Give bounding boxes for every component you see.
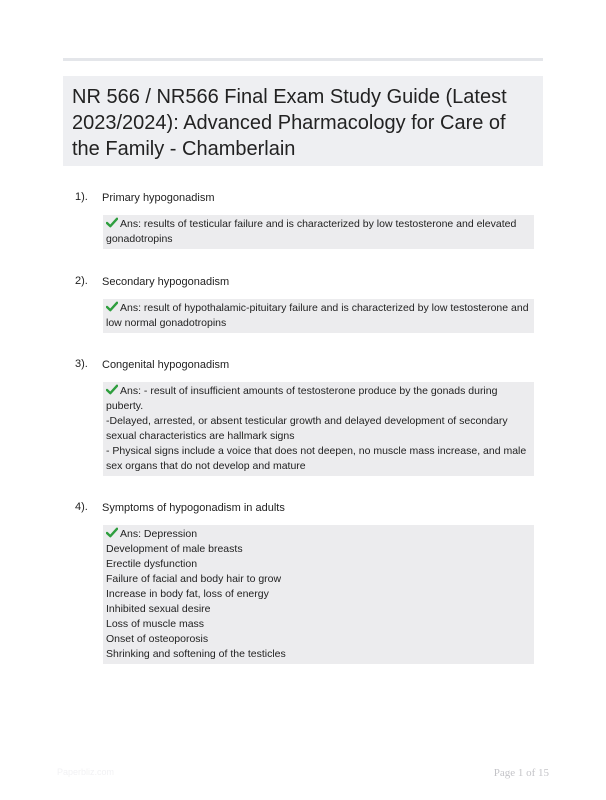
answer-line: Ans: - result of insufficient amounts of testosterone produce by the gonads during puberty. [106,385,498,412]
answer-line: Increase in body fat, loss of energy [106,588,269,600]
answer-line: Shrinking and softening of the testicles [106,648,286,660]
page-indicator: Page 1 of 15 [493,767,549,779]
check-icon [106,384,118,395]
check-icon [106,217,118,228]
answer-line: Inhibited sexual desire [106,603,211,615]
answer-box [103,525,534,664]
answer-line: Ans: results of testicular failure and is characterized by low testosterone and elevated gonadotropins [106,218,517,245]
answer-line: Failure of facial and body hair to grow [106,573,282,585]
question-number: 2). [75,275,88,287]
question-number: 4). [75,501,88,513]
question-text: Primary hypogonadism [102,192,215,204]
question-text: Congenital hypogonadism [102,359,230,371]
check-icon [106,527,118,538]
answer-box [103,215,534,249]
check-icon [106,301,118,312]
answer-line: Onset of osteoporosis [106,633,209,645]
top-divider [63,58,543,61]
question-text: Secondary hypogonadism [102,276,230,288]
answer-line: Ans: result of hypothalamic-pituitary failure and is characterized by low testosterone and low normal gonadotropins [106,302,529,329]
question-number: 3). [75,358,88,370]
question-number: 1). [75,191,88,203]
question-text: Symptoms of hypogonadism in adults [102,502,285,514]
answer-line: Ans: Depression [106,527,530,542]
answer-line: Erectile dysfunction [106,558,198,570]
answer-line: Loss of muscle mass [106,618,205,630]
answer-line: Development of male breasts [106,543,243,555]
answer-line: -Delayed, arrested, or absent testicular growth and delayed development of secondary sexual characteristics are hallmark signs [106,415,508,442]
footer-watermark: Paperbliz.com [57,767,115,777]
title-banner [63,76,543,166]
answer-line: - Physical signs include a voice that does not deepen, no muscle mass increase, and male sex organs that do not develop and mature [106,445,527,472]
answer-box [103,299,534,333]
answer-box [103,382,534,476]
document-title: NR 566 / NR566 Final Exam Study Guide (Latest 2023/2024): Advanced Pharmacology for Care of the Family - Chamberlain [72,86,507,160]
